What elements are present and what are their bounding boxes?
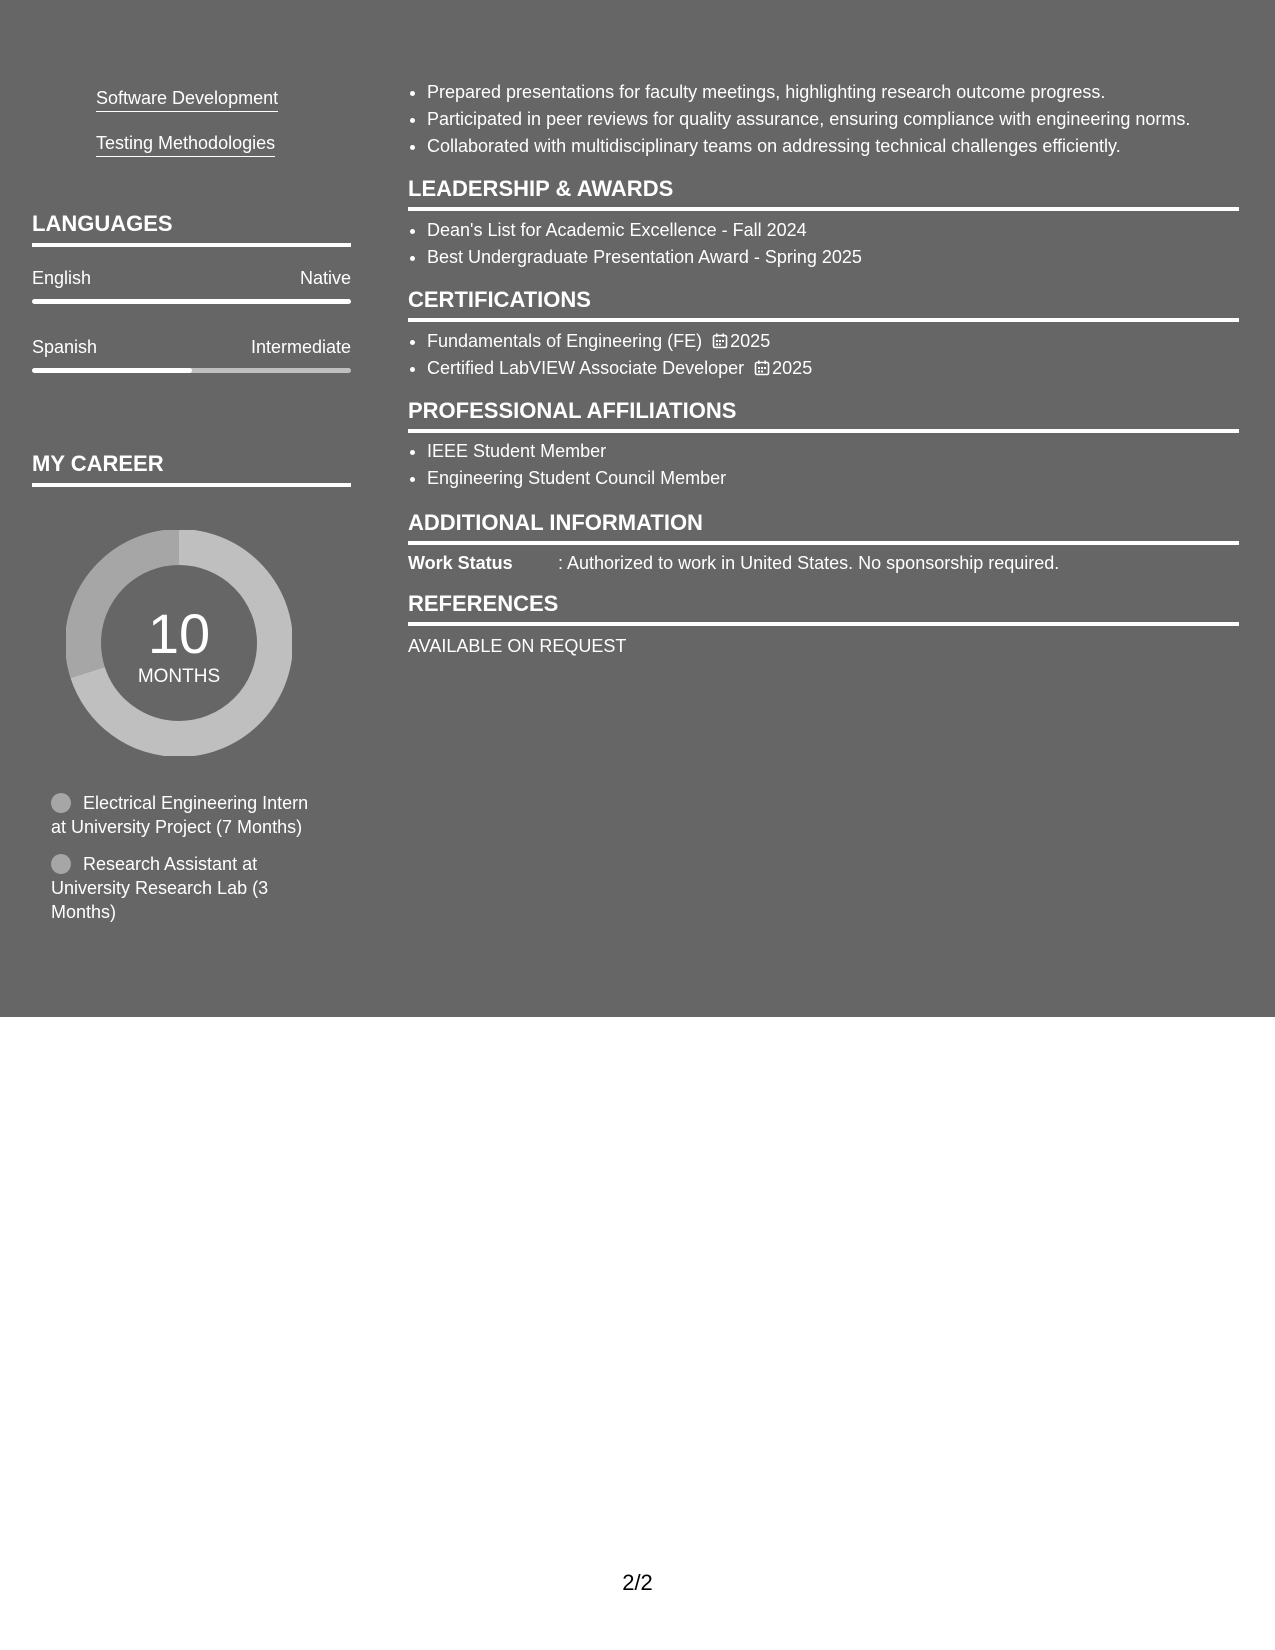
certification-year: 2025 [730, 331, 771, 351]
calendar-icon [754, 360, 770, 376]
language-level: Native [299, 268, 351, 288]
career-legend-item [51, 791, 321, 839]
leadership-list [408, 217, 1258, 271]
references-heading: REFERENCES [408, 591, 1239, 626]
legend-dot-icon [51, 793, 71, 813]
list-item: • Participated in peer reviews for quality assurance, ensuring compliance with engineering norms. [427, 106, 1258, 133]
affiliations-list [408, 438, 1258, 492]
certification-name: Certified LabVIEW Associate Developer [427, 358, 745, 378]
experience-bullet-list [408, 79, 1258, 160]
list-item: • Best Undergraduate Presentation Award - Spring 2025 [427, 244, 1258, 271]
languages-heading: LANGUAGES [32, 211, 351, 247]
career-legend-item [51, 852, 321, 924]
language-row-spanish [32, 337, 351, 358]
language-bar-spanish [32, 368, 351, 373]
additional-info-heading: ADDITIONAL INFORMATION [408, 510, 1239, 545]
language-name: English [32, 268, 92, 288]
career-heading: MY CAREER [32, 451, 351, 487]
language-name: Spanish [32, 337, 98, 357]
career-total-value: 10 [147, 602, 211, 665]
list-item [427, 328, 1258, 355]
affiliations-heading: PROFESSIONAL AFFILIATIONS [408, 398, 1239, 433]
career-total-unit: MONTHS [137, 666, 221, 687]
skill-software-development[interactable]: Software Development [96, 88, 278, 112]
references-text: AVAILABLE ON REQUEST [408, 636, 627, 656]
language-level: Intermediate [250, 337, 351, 357]
list-item: • Engineering Student Council Member [427, 465, 1258, 492]
language-bar-fill [32, 368, 192, 373]
work-status-value: : Authorized to work in United States. No sponsorship required. [558, 553, 1060, 573]
work-status-row [408, 553, 1059, 574]
list-item: • Dean's List for Academic Excellence - Fall 2024 [427, 217, 1258, 244]
career-donut-center [66, 530, 292, 756]
work-status-label: Work Status [408, 553, 513, 573]
calendar-icon [712, 333, 728, 349]
career-legend-label: Research Assistant at University Research Lab (3 Months) [51, 854, 269, 922]
certifications-list [408, 328, 1258, 382]
leadership-heading: LEADERSHIP & AWARDS [408, 176, 1239, 211]
language-row-english [32, 268, 351, 289]
skill-testing-methodologies[interactable]: Testing Methodologies [96, 133, 275, 157]
list-item [427, 355, 1258, 382]
page-number: 2/2 [622, 1570, 653, 1595]
list-item: • IEEE Student Member [427, 438, 1258, 465]
language-bar-fill [32, 299, 351, 304]
certification-year: 2025 [772, 358, 813, 378]
certifications-heading: CERTIFICATIONS [408, 287, 1239, 322]
language-bar-english [32, 299, 351, 304]
legend-dot-icon [51, 854, 71, 874]
career-legend-label: Electrical Engineering Intern at University Project (7 Months) [51, 793, 309, 837]
list-item: • Prepared presentations for faculty meetings, highlighting research outcome progress. [427, 79, 1258, 106]
certification-name: Fundamentals of Engineering (FE) [427, 331, 703, 351]
list-item: • Collaborated with multidisciplinary teams on addressing technical challenges efficiently. [427, 133, 1258, 160]
